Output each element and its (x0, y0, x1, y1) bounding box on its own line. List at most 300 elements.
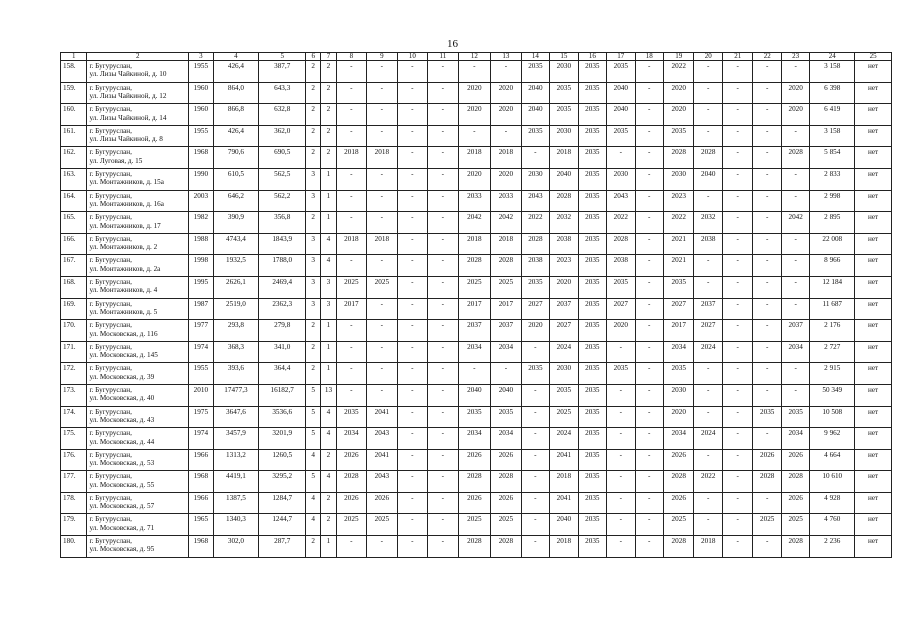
table-cell: 2038 (607, 255, 635, 277)
table-cell: 2020 (607, 320, 635, 342)
table-cell: 2026 (367, 492, 398, 514)
table-cell: 2034 (491, 428, 522, 450)
column-number-header: 7 (321, 53, 336, 61)
table-cell: 2020 (491, 104, 522, 126)
table-cell: 2 (306, 147, 321, 169)
table-cell: 2030 (550, 363, 578, 385)
table-cell: 3 158 (810, 61, 855, 83)
table-cell: - (781, 125, 809, 147)
table-cell: - (428, 255, 459, 277)
table-cell: - (694, 82, 722, 104)
table-cell: 2021 (663, 255, 694, 277)
column-number-header-row (61, 53, 892, 61)
table-cell: 2028 (753, 471, 781, 493)
table-cell: 2032 (550, 212, 578, 234)
table-cell: 2035 (578, 61, 606, 83)
table-cell: 5 (306, 471, 321, 493)
table-cell: 632,8 (259, 104, 306, 126)
table-cell: 2020 (663, 82, 694, 104)
table-cell: - (367, 363, 398, 385)
address-city: г. Бугуруслан, (89, 148, 132, 157)
table-cell: нет (855, 320, 892, 342)
table-cell: 1975 (189, 406, 213, 428)
table-cell: 1968 (189, 536, 213, 558)
table-cell: 2035 (607, 276, 635, 298)
row-number: 168. (61, 276, 87, 298)
table-cell: - (367, 536, 398, 558)
table-cell: 2018 (458, 233, 491, 255)
table-cell: 2040 (521, 104, 549, 126)
table-row (61, 536, 892, 558)
address-cell (87, 233, 189, 255)
address-city: г. Бугуруслан, (89, 537, 132, 546)
table-cell: - (753, 82, 781, 104)
table-cell: - (491, 125, 522, 147)
table-cell: - (635, 536, 663, 558)
table-cell: - (753, 255, 781, 277)
table-cell: 6 398 (810, 82, 855, 104)
table-cell: 2035 (578, 190, 606, 212)
table-cell: 2041 (367, 449, 398, 471)
table-cell: 2022 (694, 471, 722, 493)
table-cell: 1974 (189, 428, 213, 450)
table-cell: - (521, 406, 549, 428)
table-row (61, 492, 892, 514)
table-cell: 3536,6 (259, 406, 306, 428)
column-number-header: 21 (722, 53, 753, 61)
table-cell: 2035 (663, 276, 694, 298)
address-street: ул. Московская, д. 71 (89, 523, 155, 532)
address-city: г. Бугуруслан, (89, 83, 132, 92)
table-cell: 2 (321, 492, 336, 514)
table-cell: - (722, 82, 753, 104)
table-cell: 2035 (578, 320, 606, 342)
table-cell: - (397, 514, 428, 536)
column-number-header: 17 (607, 53, 635, 61)
table-cell: - (521, 147, 549, 169)
table-cell: - (458, 125, 491, 147)
table-cell: 2025 (458, 276, 491, 298)
table-cell: - (397, 320, 428, 342)
table-cell: 2020 (521, 320, 549, 342)
table-cell: 4 (321, 471, 336, 493)
table-cell: 1998 (189, 255, 213, 277)
address-city: г. Бугуруслан, (89, 342, 132, 351)
address-city: г. Бугуруслан, (89, 234, 132, 243)
table-cell: - (722, 471, 753, 493)
table-cell: 790,6 (213, 147, 259, 169)
table-cell: 362,0 (259, 125, 306, 147)
table-cell: 2040 (458, 384, 491, 406)
table-cell: - (722, 190, 753, 212)
table-cell: 2042 (458, 212, 491, 234)
address-street: ул. Монтажников, д. 16а (89, 199, 164, 208)
table-cell: - (521, 341, 549, 363)
table-body (61, 53, 892, 558)
table-cell: - (491, 61, 522, 83)
address-city: г. Бугуруслан, (89, 364, 132, 373)
address-street: ул. Монтажников, д. 17 (89, 221, 161, 230)
table-cell: - (635, 428, 663, 450)
table-cell: 2020 (781, 104, 809, 126)
table-cell: - (397, 406, 428, 428)
table-cell: 2028 (781, 536, 809, 558)
table-cell: 2038 (694, 233, 722, 255)
table-cell: 2035 (550, 104, 578, 126)
table-cell: 5 (306, 406, 321, 428)
table-cell: - (607, 384, 635, 406)
table-cell: 8 966 (810, 255, 855, 277)
table-cell: 2035 (578, 406, 606, 428)
address-street: ул. Монтажников, д. 15а (89, 178, 164, 187)
table-cell: - (397, 492, 428, 514)
table-cell: 1968 (189, 147, 213, 169)
table-cell: 2626,1 (213, 276, 259, 298)
table-cell: нет (855, 341, 892, 363)
table-cell: - (607, 449, 635, 471)
table-cell: - (635, 514, 663, 536)
table-cell: - (397, 82, 428, 104)
table-cell: - (635, 168, 663, 190)
table-cell: 393,6 (213, 363, 259, 385)
table-cell: 2035 (578, 125, 606, 147)
table-cell: 2034 (491, 341, 522, 363)
page-number: 16 (447, 38, 458, 50)
address-cell (87, 406, 189, 428)
table-cell: 4743,4 (213, 233, 259, 255)
table-cell: 2041 (367, 406, 398, 428)
table-cell: нет (855, 471, 892, 493)
row-number: 179. (61, 514, 87, 536)
table-cell: 2037 (694, 298, 722, 320)
table-cell: 2027 (694, 320, 722, 342)
table-cell: 2040 (550, 168, 578, 190)
table-cell: 4 760 (810, 514, 855, 536)
table-cell: 6 419 (810, 104, 855, 126)
table-cell: 17477,3 (213, 384, 259, 406)
table-cell: - (521, 471, 549, 493)
table-cell: - (336, 125, 367, 147)
table-cell: - (694, 492, 722, 514)
table-cell: 2027 (521, 298, 549, 320)
building-registry-table (60, 52, 892, 558)
table-cell: нет (855, 82, 892, 104)
table-cell: 2041 (550, 492, 578, 514)
table-cell: 2362,3 (259, 298, 306, 320)
table-cell: 2025 (367, 276, 398, 298)
row-number: 167. (61, 255, 87, 277)
table-cell: 387,7 (259, 61, 306, 83)
table-cell: 2028 (458, 536, 491, 558)
table-cell: - (397, 536, 428, 558)
table-cell: 2035 (550, 384, 578, 406)
table-cell: 2018 (336, 147, 367, 169)
table-cell: - (694, 190, 722, 212)
table-cell: - (635, 406, 663, 428)
address-city: г. Бугуруслан, (89, 213, 132, 222)
row-number: 164. (61, 190, 87, 212)
table-cell: 864,0 (213, 82, 259, 104)
table-cell: - (336, 341, 367, 363)
table-cell: 2 (306, 61, 321, 83)
table-cell: 2 (306, 82, 321, 104)
table-cell: - (753, 125, 781, 147)
table-cell: 2035 (578, 428, 606, 450)
column-number-header: 11 (428, 53, 459, 61)
table-cell: - (397, 363, 428, 385)
table-cell: - (397, 233, 428, 255)
table-cell: 2 (306, 320, 321, 342)
table-cell: - (521, 449, 549, 471)
table-cell: - (753, 233, 781, 255)
table-cell: - (521, 428, 549, 450)
address-city: г. Бугуруслан, (89, 299, 132, 308)
column-number-header: 3 (189, 53, 213, 61)
table-cell: нет (855, 190, 892, 212)
table-cell: - (635, 320, 663, 342)
table-cell: 2028 (491, 471, 522, 493)
row-number: 174. (61, 406, 87, 428)
table-cell: нет (855, 168, 892, 190)
table-cell: - (694, 514, 722, 536)
table-cell: 2043 (367, 471, 398, 493)
table-cell: - (428, 536, 459, 558)
table-cell: - (722, 363, 753, 385)
table-cell: - (367, 255, 398, 277)
table-cell: 2 998 (810, 190, 855, 212)
table-cell: - (428, 406, 459, 428)
column-number-header: 14 (521, 53, 549, 61)
table-row (61, 255, 892, 277)
table-cell: 2035 (336, 406, 367, 428)
address-street: ул. Лизы Чайкиной, д. 12 (89, 92, 167, 100)
table-cell: - (458, 61, 491, 83)
table-cell: 2018 (550, 147, 578, 169)
table-cell: 2026 (458, 449, 491, 471)
table-cell: - (336, 82, 367, 104)
table-cell: 2 (321, 61, 336, 83)
address-street: ул. Московская, д. 95 (89, 545, 155, 554)
table-cell: - (722, 449, 753, 471)
table-cell: - (428, 147, 459, 169)
column-number-header: 19 (663, 53, 694, 61)
table-cell: - (397, 125, 428, 147)
table-cell: 2040 (491, 384, 522, 406)
table-row (61, 233, 892, 255)
table-cell: 2020 (491, 168, 522, 190)
table-cell: - (722, 514, 753, 536)
table-cell: - (397, 449, 428, 471)
row-number: 169. (61, 298, 87, 320)
table-cell: 2040 (521, 82, 549, 104)
table-cell: 2037 (491, 320, 522, 342)
table-cell: 2010 (189, 384, 213, 406)
table-cell: 3 (321, 298, 336, 320)
table-cell: - (367, 341, 398, 363)
table-row (61, 384, 892, 406)
table-cell: 2020 (458, 168, 491, 190)
table-cell: 1 (321, 190, 336, 212)
table-cell: 9 962 (810, 428, 855, 450)
table-cell: 2027 (663, 298, 694, 320)
table-row (61, 168, 892, 190)
table-cell: нет (855, 536, 892, 558)
table-cell: - (428, 341, 459, 363)
table-cell: - (336, 255, 367, 277)
table-cell: - (428, 363, 459, 385)
address-cell (87, 536, 189, 558)
address-cell (87, 212, 189, 234)
table-cell: 2018 (336, 233, 367, 255)
table-cell: - (367, 298, 398, 320)
table-cell: - (781, 61, 809, 83)
table-cell: 2028 (607, 233, 635, 255)
table-cell: - (753, 536, 781, 558)
table-cell: 2028 (336, 471, 367, 493)
table-cell: 2035 (578, 276, 606, 298)
table-cell: нет (855, 276, 892, 298)
table-cell: 1 (321, 320, 336, 342)
table-cell: - (397, 61, 428, 83)
table-cell: 5 (306, 384, 321, 406)
table-cell: 2028 (458, 255, 491, 277)
table-cell: - (722, 104, 753, 126)
table-cell: - (336, 104, 367, 126)
table-cell: - (635, 255, 663, 277)
table-cell: 2030 (550, 61, 578, 83)
table-cell: 11 687 (810, 298, 855, 320)
table-cell: 3 158 (810, 125, 855, 147)
table-cell: - (428, 514, 459, 536)
table-cell: 2035 (578, 514, 606, 536)
table-cell: 2028 (781, 147, 809, 169)
table-cell: - (635, 82, 663, 104)
table-cell: - (753, 168, 781, 190)
table-cell: нет (855, 514, 892, 536)
table-cell: 2017 (458, 298, 491, 320)
table-cell: 2024 (694, 341, 722, 363)
table-cell: - (722, 428, 753, 450)
table-cell: - (367, 168, 398, 190)
table-cell: 2040 (694, 168, 722, 190)
table-cell: 10 610 (810, 471, 855, 493)
table-cell: 2043 (607, 190, 635, 212)
table-cell: 2040 (607, 82, 635, 104)
table-cell: - (428, 82, 459, 104)
table-cell: 2026 (781, 449, 809, 471)
table-cell: - (428, 212, 459, 234)
table-cell: - (428, 384, 459, 406)
table-cell: 1 (321, 341, 336, 363)
table-cell: - (336, 320, 367, 342)
table-cell: - (722, 255, 753, 277)
table-cell: - (607, 514, 635, 536)
table-cell: - (367, 384, 398, 406)
table-cell: 3 (306, 190, 321, 212)
row-number: 178. (61, 492, 87, 514)
table-cell: 2035 (578, 298, 606, 320)
address-cell (87, 190, 189, 212)
table-cell: 4 (321, 233, 336, 255)
table-cell: 1313,2 (213, 449, 259, 471)
address-city: г. Бугуруслан, (89, 62, 132, 70)
table-cell: - (635, 276, 663, 298)
table-cell: 16182,7 (259, 384, 306, 406)
table-cell: - (781, 255, 809, 277)
address-city: г. Бугуруслан, (89, 429, 132, 438)
table-cell: 2033 (458, 190, 491, 212)
address-cell (87, 471, 189, 493)
table-cell: - (607, 428, 635, 450)
table-cell: 2030 (607, 168, 635, 190)
address-street: ул. Лизы Чайкиной, д. 14 (89, 113, 167, 122)
table-cell: 2018 (458, 147, 491, 169)
table-cell: 50 349 (810, 384, 855, 406)
table-cell: 2034 (458, 428, 491, 450)
table-cell: 2025 (336, 276, 367, 298)
address-city: г. Бугуруслан, (89, 256, 132, 265)
table-cell: 2030 (521, 168, 549, 190)
table-cell: 1 (321, 363, 336, 385)
table-cell: 2022 (663, 212, 694, 234)
table-cell: 2028 (663, 471, 694, 493)
address-street: ул. Монтажников, д. 2а (89, 264, 161, 273)
table-cell: 866,8 (213, 104, 259, 126)
row-number: 170. (61, 320, 87, 342)
table-cell: 2 (306, 363, 321, 385)
table-row (61, 428, 892, 450)
table-cell: - (722, 406, 753, 428)
table-cell: - (336, 384, 367, 406)
table-cell: 2023 (550, 255, 578, 277)
table-cell: 1244,7 (259, 514, 306, 536)
table-cell: 3 (321, 276, 336, 298)
column-number-header: 5 (259, 53, 306, 61)
table-cell: 1843,9 (259, 233, 306, 255)
table-cell: 2035 (578, 363, 606, 385)
table-cell: 1965 (189, 514, 213, 536)
table-cell: - (428, 190, 459, 212)
table-cell: нет (855, 147, 892, 169)
table-row (61, 190, 892, 212)
table-row (61, 363, 892, 385)
table-cell: - (753, 341, 781, 363)
table-cell: - (781, 276, 809, 298)
table-cell: - (397, 104, 428, 126)
table-cell: 1960 (189, 82, 213, 104)
table-cell: - (753, 212, 781, 234)
table-cell: 2017 (663, 320, 694, 342)
column-number-header: 1 (61, 53, 87, 61)
table-cell: 2020 (550, 276, 578, 298)
table-cell: 2024 (550, 428, 578, 450)
table-cell: 2018 (491, 147, 522, 169)
address-street: ул. Московская, д. 40 (89, 394, 155, 403)
table-cell: 2 (321, 104, 336, 126)
table-cell: - (397, 190, 428, 212)
table-cell: 1977 (189, 320, 213, 342)
table-cell: 2035 (578, 233, 606, 255)
row-number: 177. (61, 471, 87, 493)
table-cell: 2026 (663, 492, 694, 514)
column-number-header: 18 (635, 53, 663, 61)
table-cell: 2043 (521, 190, 549, 212)
address-city: г. Бугуруслан, (89, 472, 132, 481)
table-cell: 1960 (189, 104, 213, 126)
table-cell: 562,5 (259, 168, 306, 190)
table-cell: 4 (306, 449, 321, 471)
table-row (61, 104, 892, 126)
